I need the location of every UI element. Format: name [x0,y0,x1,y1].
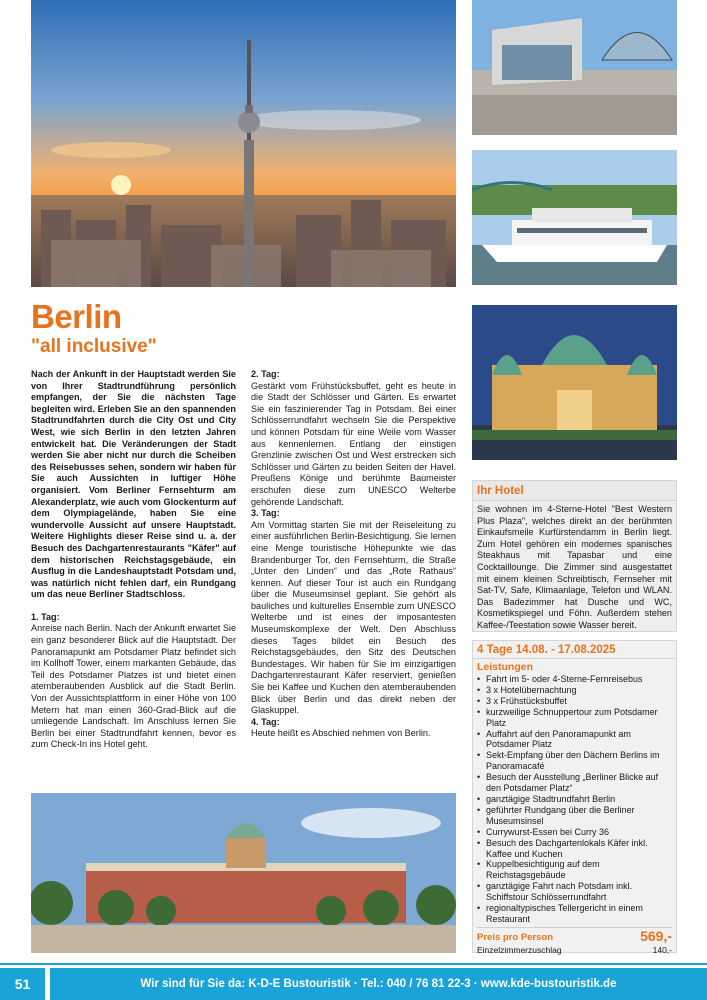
text-column-left [31,369,236,751]
day2-heading: 2. Tag: [251,369,280,379]
day3-heading: 3. Tag: [251,508,280,519]
page-number: 51 [0,968,45,1000]
trip-dates: 4 Tage 14.08. - 17.08.2025 [473,641,676,659]
price-label: Preis pro Person [477,932,554,943]
intro-text: Nach der Ankunft in der Hauptstadt werden Sie von Ihrer Stadtrundführung persönlich empfangen, der Sie die nächsten Tage begleiten wird. Erleben Sie an den spannenden Stadtrundfahrten durch die City Ost und City West, wie sich Berlin in den letzten Jahren entwickelt hat. Die Veränderungen der Stadt werden Sie aber nicht nur durch die Scheiben des Reisebusses sehen, sondern wir haben für Sie auch Aussichten in luftiger Höhe organisiert. Vom Berliner Fernsehturm am Alexanderplatz, wie auch vom Glockenturm auf dem Olympiagelände, haben Sie eine wundervolle Aussicht auf unsere Hauptstadt. Weitere Highlights dieser Reise sind u. a. der Besuch des Dachgartenrestaurants "Käfer" auf dem historischen Reichstagsgebäude, ein Ausflug in die Landeshauptstadt Potsdam und, was natürlich nicht fehlen darf, ein Rundgang um das neue Berliner Stadtschloss. [31,369,236,600]
reichstag-terrace-photo [472,0,677,135]
day1-text: Anreise nach Berlin. Nach der Ankunft erwartet Sie ein ganz besonderer Blick auf die Hauptstadt. Der Panoramapunkt am Potsdamer Platz befindet sich im Kollhoff Tower, einem markanten Gebäude, das Teil des Potsdamer Platzes ist und bietet einen atemberaubenden Ausblick auf die Stadt Berlin. Von der Aussichtsplattform in einer Höhe von 100 Metern hat man einen 360-Grad-Blick auf die umliegende Landschaft. Im Anschluss lernen Sie Berlin bei einer Stadtrundfahrt kennen, bevor es zum Check-In ins Hotel geht. [31,623,236,750]
footer-divider [0,963,707,965]
service-item: • ganztägige Stadtrundfahrt Berlin [477,794,672,805]
berlin-cathedral-photo [472,305,677,460]
service-item: • Fahrt im 5- oder 4-Sterne-Fernreisebus [477,674,672,685]
day4-text: Heute heißt es Abschied nehmen von Berlin. [251,728,431,739]
services-list [473,674,676,925]
price-row [477,927,672,955]
single-supplement-label: Einzelzimmerzuschlag [477,945,562,955]
single-supplement-value: 140,- [652,945,672,955]
services-title: Leistungen [477,661,534,673]
service-item: • Besuch des Dachgartenlokals Käfer inkl. Kaffee und Kuchen [477,838,672,860]
service-item: • regionaltypisches Tellergericht in einem Restaurant [477,903,672,925]
hotel-info-box [472,480,677,632]
service-item: • 3 x Hotelübernachtung [477,685,672,696]
service-item: • 3 x Frühstücksbuffet [477,696,672,707]
hotel-text: Sie wohnen im 4-Sterne-Hotel "Best Western Plus Plaza", welches direkt an der berühmten Einkaufsmeile Kurfürstendamm in Berlin liegt. Zum Hotel gehören ein modernes spanisches Steakhaus mit Tapasbar und eine Cocktaillounge. Die Zimmer sind ausgestattet mit einem kleinen Schreibtisch, Fernseher mit Sat-TV, Safe, Klimaanlage, Telefon und WLAN. Das Badezimmer hat Dusche und WC, Kosmetikspiegel und Föhn. Außerdem stehen Kaffee-/Teestation sowie Wasser bereit. [477,504,672,630]
day1-heading: 1. Tag: [31,611,60,622]
page-title: Berlin [31,298,122,335]
day3-text: Am Vormittag starten Sie mit der Reiseleitung zu einer ausführlichen Berlin-Besichtigung. Sie lernen eine Menge touristische Höhepunkte wie das Brandenburger Tor, den Fernsehturm, die Straße „Unter den Linden“ und das „Rote Rathaus“ kennen. Auf dieser Tour ist auch ein Rundgang über die Museumsinsel geplant. Sie gehört als bauliches und kulturelles Ensemble zum UNESCO Welterbe und ist eines der imposantesten Museumskomplexe der Welt. Den Abschluss dieses Tages bildet ein Besuch des Reichstagsgebäudes, den Sitz des Deutschen Bundestages. Wir haben für Sie im einzigartigen Dachgartenrestaurant Käfer reserviert, genießen Sie bei Kaffee und Kuchen den atemberaubenden Blick über Berlin und das direkt neben der Glaskuppel. [251,519,456,716]
price-value: 569,- [640,928,672,944]
day4-heading: 4. Tag: [251,716,280,727]
boat-tour-photo [472,150,677,285]
hotel-title: Ihr Hotel [473,481,676,501]
service-item: • Currywurst-Essen bei Curry 36 [477,827,672,838]
service-item: • Kuppelbesichtigung auf dem Reichstagsgebäude [477,859,672,881]
offer-box [472,640,677,953]
service-item: • ganztägige Fahrt nach Potsdam inkl. Schiffstour Schlösserrundfahrt [477,881,672,903]
service-item: • Besuch der Ausstellung „Berliner Blicke auf den Potsdamer Platz“ [477,772,672,794]
day2-text: Gestärkt vom Frühstücksbuffet, geht es heute in die Stadt der Schlösser und Gärten. Es erwartet Sie ein faszinierender Tag in Potsdam. Bei einer Schlösserrundfahrt wechseln Sie die Perspektive und können Potsdam für eine Weile vom Wasser aus kennenlernen. Entlang der einstigen Grenzlinie zwischen Ost und West erstrecken sich Schlösser und Gärten zu beiden Seiten der Havel. Preußens Könige und berühmte Baumeister erschufen diese zum UNESCO Welterbe gehörende Landschaft. [251,380,456,507]
text-column-middle [251,369,456,740]
berlin-tv-tower-photo [31,0,456,287]
service-item: • Auffahrt auf den Panoramapunkt am Potsdamer Platz [477,729,672,751]
footer-contact: Wir sind für Sie da: K-D-E Bustouristik · Tel.: 040 / 76 81 22-3 · www.kde-bustouristik.de [50,968,707,1000]
service-item: • kurzweilige Schnuppertour zum Potsdamer Platz [477,707,672,729]
neues-palais-photo [31,793,456,953]
service-item: • geführter Rundgang über die Berliner Museumsinsel [477,805,672,827]
page-subtitle: "all inclusive" [31,336,157,357]
service-item: • Sekt-Empfang über den Dächern Berlins im Panoramacafé [477,750,672,772]
